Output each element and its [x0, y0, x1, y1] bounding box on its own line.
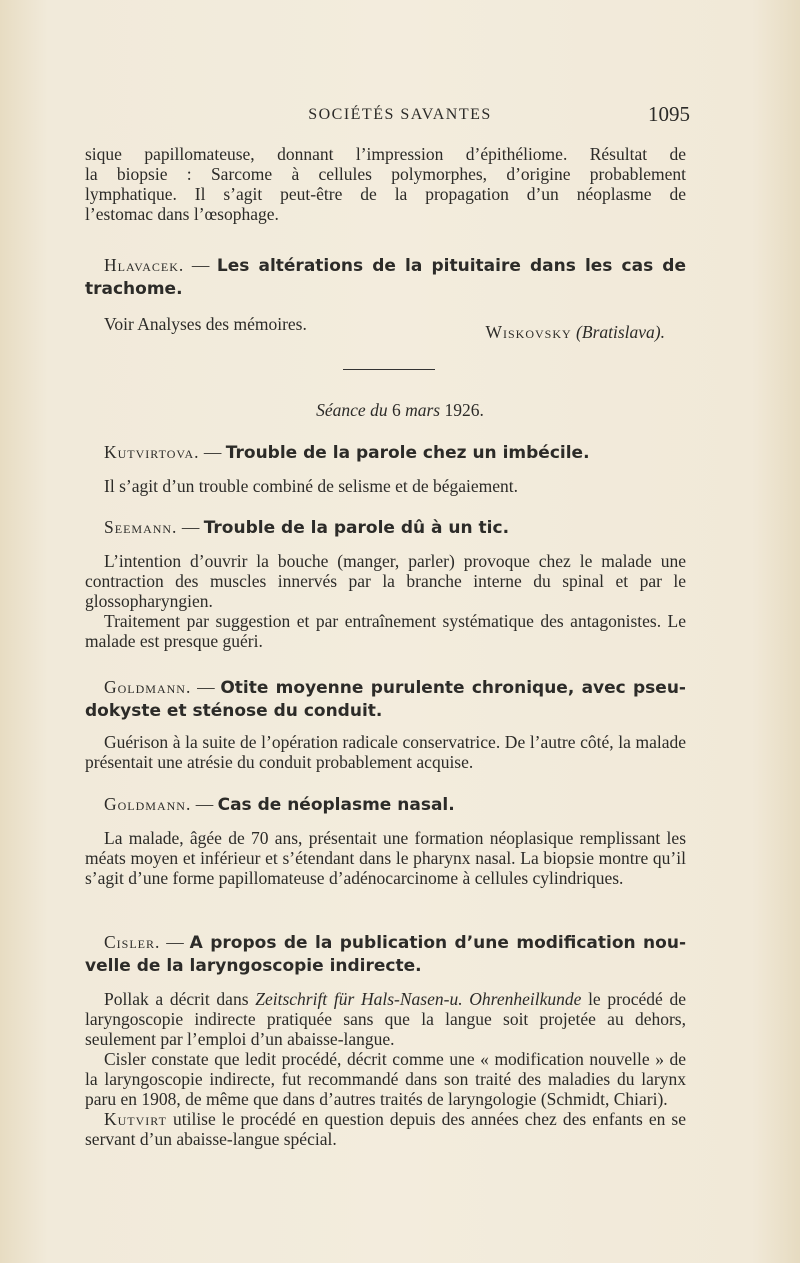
page-number: 1095	[648, 102, 690, 126]
entry-title: Otite moyenne purulente chronique, avec pseu-	[220, 678, 686, 698]
entry-title-continued: dokyste et sténose du conduit.	[85, 701, 383, 721]
signature-name: Wiskovsky	[485, 322, 572, 342]
heading-dash: —	[184, 255, 217, 275]
heading-dash: —	[191, 677, 221, 697]
entry-kutvirtova	[85, 441, 686, 496]
entry-author: Seemann.	[104, 517, 178, 537]
seance-month: mars	[405, 400, 441, 420]
intro-line: la biopsie : Sarcome à cellules polymorphes, d’origine probablement	[85, 164, 686, 184]
entry-author: Hlavacek.	[104, 255, 185, 275]
paragraph-author: Kutvirt	[104, 1109, 167, 1129]
seance-day: 6	[387, 400, 406, 420]
entry-title-continued: velle de la laryngoscopie indirecte.	[85, 956, 422, 976]
intro-line: l’estomac dans l’œsophage.	[85, 204, 279, 224]
entry-text: Voir Analyses des mémoires.	[104, 314, 307, 334]
seance-date	[0, 400, 800, 421]
entry-paragraph: Cisler constate que ledit procédé, décrit comme une « modification nouvelle » de la laryngoscopie indirecte, fut recommandé dans son traité des maladies du larynx paru en 1908, de même que dans d’autres traités de laryngologie (Schmidt, Chiari).	[85, 1049, 686, 1109]
entry-heading	[85, 254, 686, 277]
journal-title: Zeitschrift für Hals-Nasen-u. Ohrenheilkunde	[255, 989, 582, 1009]
entry-heading-continued	[85, 277, 686, 300]
section-divider	[343, 369, 435, 370]
entry-heading-continued	[85, 699, 686, 722]
entry-author: Goldmann.	[104, 794, 192, 814]
entry-author: Kutvirtova.	[104, 442, 200, 462]
entry-seemann	[85, 516, 686, 651]
entry-author: Cisler.	[104, 932, 161, 952]
entry-cisler	[85, 931, 686, 1149]
heading-dash: —	[191, 794, 218, 814]
entry-paragraph: Guérison à la suite de l’opération radicale conservatrice. De l’autre côté, la malade présentait une atrésie du conduit probablement acquise.	[85, 732, 686, 772]
entry-paragraph	[85, 989, 686, 1049]
entry-heading	[85, 441, 686, 464]
entry-title: A propos de la publication d’une modification nou-	[189, 933, 686, 953]
entry-heading	[85, 516, 686, 539]
heading-dash: —	[160, 932, 190, 952]
intro-line: lymphatique. Il s’agit peut-être de la propagation d’un néoplasme de	[85, 184, 686, 204]
entry-title: Trouble de la parole chez un imbécile.	[225, 443, 590, 463]
heading-dash: —	[199, 442, 226, 462]
paragraph-text: Pollak a décrit dans	[104, 989, 256, 1009]
entry-paragraph: Il s’agit d’un trouble combiné de selisme et de bégaiement.	[104, 476, 519, 496]
heading-dash: —	[177, 517, 204, 537]
entry-paragraph: Traitement par suggestion et par entraînement systématique des antagonistes. Le malade est presque guéri.	[85, 611, 686, 651]
entry-title: Trouble de la parole dû à un tic.	[203, 518, 510, 538]
seance-year: 1926.	[440, 400, 484, 420]
entry-paragraph: L’intention d’ouvrir la bouche (manger, parler) provoque chez le malade une contraction des muscles innervés par la branche interne du spinal et par le glossopharyngien.	[85, 551, 686, 611]
seance-prefix: Séance du	[316, 400, 388, 420]
intro-paragraph	[85, 144, 686, 224]
signature	[485, 322, 665, 343]
entry-title: Les altérations de la pituitaire dans les cas de	[216, 256, 687, 276]
entry-goldmann-otite	[85, 676, 686, 772]
entry-heading	[85, 793, 686, 816]
entry-author: Goldmann.	[104, 677, 192, 697]
entry-heading	[85, 931, 686, 954]
entry-heading	[85, 676, 686, 699]
entry-title: Cas de néoplasme nasal.	[217, 795, 455, 815]
entry-paragraph	[85, 1109, 686, 1149]
entry-paragraph: La malade, âgée de 70 ans, présentait une formation néoplasique remplissant les méats moyen et inférieur et s’étendant dans le pharynx nasal. La biopsie montre qu’il s’agit d’une forme papillomateuse d’adénocarcinome à cellules cylindriques.	[85, 828, 686, 888]
entry-heading-continued	[85, 954, 686, 977]
entry-goldmann-nasal	[85, 793, 686, 888]
running-header: SOCIÉTÉS SAVANTES	[308, 106, 492, 123]
entry-title-continued: trachome.	[85, 279, 183, 299]
signature-place: (Bratislava).	[576, 322, 665, 342]
paragraph-text: le procédé de laryngoscopie indirecte pratiquée sans que la langue soit projetée au dehors, seulement par l’emploi d’un abaisse-langue.	[85, 989, 687, 1049]
intro-line: sique papillomateuse, donnant l’impression d’épithéliome. Résultat de	[85, 144, 686, 164]
paragraph-text: utilise le procédé en question depuis des années chez des enfants en se servant d’un abaisse-langue spécial.	[85, 1109, 686, 1149]
